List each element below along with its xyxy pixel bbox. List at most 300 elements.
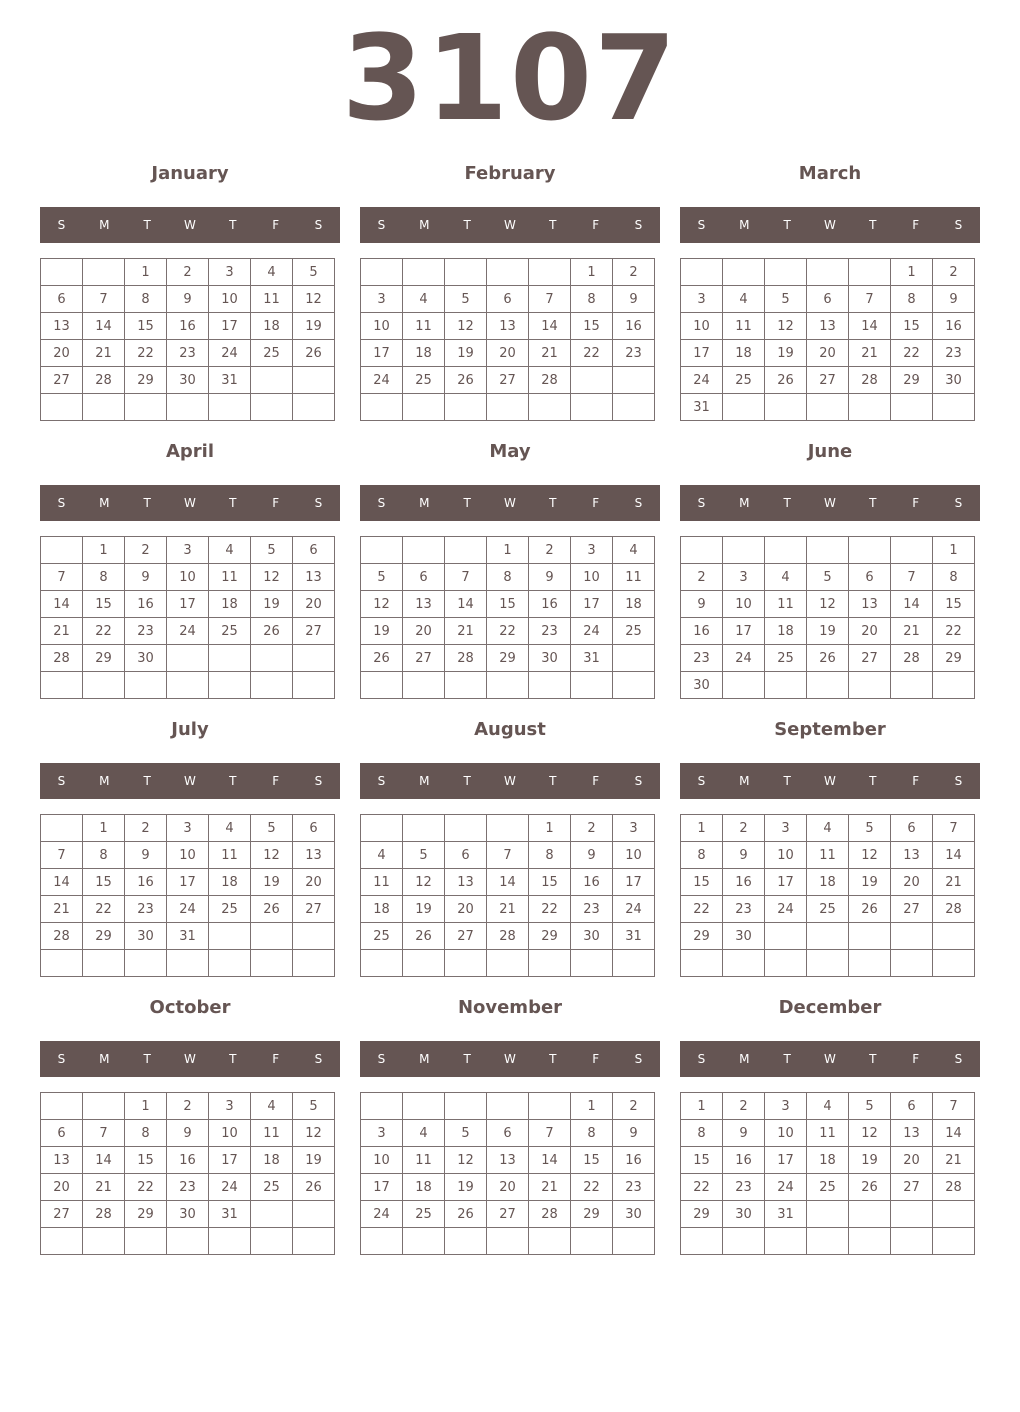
day-cell	[613, 645, 655, 672]
week-row	[361, 1120, 655, 1147]
day-cell: 16	[723, 869, 765, 896]
day-cell: 26	[251, 896, 293, 923]
day-cell: 15	[83, 591, 125, 618]
day-cell: 13	[807, 313, 849, 340]
day-cell: 10	[209, 1120, 251, 1147]
day-cell: 21	[891, 618, 933, 645]
day-cell: 12	[849, 842, 891, 869]
weekday-label: S	[377, 1052, 386, 1066]
day-cell	[849, 537, 891, 564]
day-cell: 17	[167, 869, 209, 896]
day-cell: 16	[125, 591, 167, 618]
day-cell: 28	[487, 923, 529, 950]
week-row	[361, 1093, 655, 1120]
day-cell: 24	[167, 896, 209, 923]
month-name: January	[151, 163, 229, 184]
weekday-label: F	[272, 774, 280, 788]
day-cell: 31	[209, 1201, 251, 1228]
day-cell: 28	[933, 896, 975, 923]
day-cell	[209, 1228, 251, 1255]
weekday-label: S	[57, 1052, 66, 1066]
weekday-label: T	[869, 218, 877, 232]
day-cell: 27	[403, 645, 445, 672]
week-row	[681, 1201, 975, 1228]
week-row	[41, 259, 335, 286]
day-cell: 29	[681, 923, 723, 950]
day-cell	[681, 537, 723, 564]
day-cell: 11	[209, 842, 251, 869]
weekday-label: T	[869, 774, 877, 788]
day-cell: 7	[933, 1093, 975, 1120]
day-cell	[765, 672, 807, 699]
day-cell: 16	[167, 313, 209, 340]
day-cell: 17	[765, 869, 807, 896]
weekday-label: T	[783, 496, 791, 510]
day-cell: 2	[933, 259, 975, 286]
weekday-label: S	[377, 496, 386, 510]
weekday-label: S	[377, 774, 386, 788]
week-row	[41, 950, 335, 977]
day-cell: 30	[167, 1201, 209, 1228]
day-cell: 28	[529, 1201, 571, 1228]
week-row	[41, 1147, 335, 1174]
day-cell: 7	[529, 1120, 571, 1147]
day-cell: 16	[681, 618, 723, 645]
day-cell: 8	[891, 286, 933, 313]
weekday-label: S	[697, 496, 706, 510]
day-cell	[41, 950, 83, 977]
day-cell: 22	[487, 618, 529, 645]
weekday-label: F	[912, 496, 920, 510]
day-cell: 9	[613, 1120, 655, 1147]
day-cell: 24	[361, 367, 403, 394]
day-cell: 27	[41, 1201, 83, 1228]
week-row	[41, 537, 335, 564]
weekday-label: W	[824, 218, 836, 232]
weekday-label: S	[57, 218, 66, 232]
day-cell	[251, 1201, 293, 1228]
day-cell: 23	[529, 618, 571, 645]
day-cell: 5	[251, 815, 293, 842]
day-grid	[40, 1092, 335, 1255]
week-row	[41, 1093, 335, 1120]
day-cell: 17	[765, 1147, 807, 1174]
day-cell: 4	[403, 1120, 445, 1147]
day-grid	[40, 258, 335, 421]
day-cell	[487, 1228, 529, 1255]
day-cell: 31	[167, 923, 209, 950]
day-cell: 28	[41, 923, 83, 950]
week-row	[41, 313, 335, 340]
day-cell: 28	[933, 1174, 975, 1201]
week-row	[361, 340, 655, 367]
day-cell: 30	[723, 923, 765, 950]
day-cell: 24	[361, 1201, 403, 1228]
weekday-label: W	[184, 496, 196, 510]
day-cell: 6	[891, 815, 933, 842]
week-row	[681, 1093, 975, 1120]
day-cell: 14	[487, 869, 529, 896]
day-cell: 15	[681, 869, 723, 896]
day-cell: 5	[849, 1093, 891, 1120]
day-cell	[403, 1228, 445, 1255]
day-cell: 9	[681, 591, 723, 618]
week-row	[361, 1147, 655, 1174]
day-cell: 20	[891, 869, 933, 896]
day-cell: 16	[613, 313, 655, 340]
month-name: September	[774, 719, 886, 740]
day-cell	[613, 672, 655, 699]
day-cell: 12	[765, 313, 807, 340]
day-cell	[933, 950, 975, 977]
day-cell: 5	[251, 537, 293, 564]
weekday-label: T	[783, 774, 791, 788]
week-row	[681, 1174, 975, 1201]
day-cell	[403, 1093, 445, 1120]
day-cell: 30	[125, 645, 167, 672]
day-cell: 3	[209, 259, 251, 286]
week-row	[41, 286, 335, 313]
day-cell: 18	[361, 896, 403, 923]
day-cell	[251, 367, 293, 394]
weekday-label: S	[697, 1052, 706, 1066]
day-cell: 24	[613, 896, 655, 923]
week-row	[41, 672, 335, 699]
weekday-label: W	[504, 218, 516, 232]
day-cell: 23	[125, 618, 167, 645]
day-cell	[933, 1201, 975, 1228]
day-cell: 27	[293, 618, 335, 645]
week-row	[41, 815, 335, 842]
day-cell: 28	[83, 367, 125, 394]
day-cell: 17	[209, 1147, 251, 1174]
weekday-label: W	[824, 496, 836, 510]
weekday-label: S	[954, 496, 963, 510]
day-cell: 15	[891, 313, 933, 340]
day-cell: 6	[891, 1093, 933, 1120]
weekday-header	[680, 1041, 980, 1077]
weekday-label: F	[592, 496, 600, 510]
day-cell: 11	[613, 564, 655, 591]
weekday-label: T	[229, 218, 237, 232]
day-cell	[83, 1228, 125, 1255]
day-cell	[723, 1228, 765, 1255]
day-cell: 22	[571, 1174, 613, 1201]
weekday-label: F	[592, 218, 600, 232]
day-grid	[680, 258, 975, 421]
day-cell: 28	[83, 1201, 125, 1228]
day-cell	[681, 259, 723, 286]
day-cell: 26	[807, 645, 849, 672]
day-cell: 4	[209, 537, 251, 564]
weekday-label: S	[314, 1052, 323, 1066]
day-cell: 10	[613, 842, 655, 869]
day-grid	[40, 814, 335, 977]
day-cell: 16	[167, 1147, 209, 1174]
day-cell: 6	[487, 286, 529, 313]
week-row	[681, 1120, 975, 1147]
day-cell	[445, 950, 487, 977]
day-cell: 3	[167, 537, 209, 564]
day-cell: 15	[487, 591, 529, 618]
weekday-header	[360, 1041, 660, 1077]
weekday-label: T	[463, 218, 471, 232]
day-cell	[529, 1093, 571, 1120]
week-row	[681, 286, 975, 313]
month-name: May	[489, 441, 531, 462]
day-grid	[680, 536, 975, 699]
day-cell: 1	[681, 815, 723, 842]
day-cell: 19	[251, 869, 293, 896]
day-cell	[41, 537, 83, 564]
day-cell: 26	[361, 645, 403, 672]
day-cell: 15	[83, 869, 125, 896]
day-cell	[41, 672, 83, 699]
weekday-header	[680, 207, 980, 243]
day-cell: 16	[933, 313, 975, 340]
day-cell: 25	[251, 1174, 293, 1201]
day-cell: 18	[403, 1174, 445, 1201]
week-row	[41, 1120, 335, 1147]
day-cell	[571, 950, 613, 977]
day-cell: 14	[41, 591, 83, 618]
week-row	[41, 1228, 335, 1255]
week-row	[681, 618, 975, 645]
day-cell	[209, 394, 251, 421]
week-row	[41, 591, 335, 618]
day-cell: 23	[125, 896, 167, 923]
day-cell: 20	[487, 1174, 529, 1201]
day-cell	[807, 672, 849, 699]
day-cell	[723, 537, 765, 564]
day-cell: 24	[209, 1174, 251, 1201]
week-row	[681, 564, 975, 591]
week-row	[361, 313, 655, 340]
weekday-label: T	[229, 1052, 237, 1066]
day-cell	[529, 1228, 571, 1255]
day-cell: 25	[361, 923, 403, 950]
day-cell: 13	[403, 591, 445, 618]
day-cell: 14	[83, 313, 125, 340]
day-cell	[167, 645, 209, 672]
day-cell: 4	[251, 1093, 293, 1120]
day-cell	[293, 1228, 335, 1255]
weekday-label: S	[57, 496, 66, 510]
month-name: December	[778, 997, 882, 1018]
day-cell: 4	[613, 537, 655, 564]
day-cell: 3	[613, 815, 655, 842]
day-cell	[445, 537, 487, 564]
day-cell: 22	[83, 618, 125, 645]
day-grid	[360, 258, 655, 421]
day-cell	[487, 1093, 529, 1120]
weekday-label: S	[954, 1052, 963, 1066]
day-cell: 10	[765, 842, 807, 869]
week-row	[361, 1228, 655, 1255]
day-cell	[83, 394, 125, 421]
weekday-label: W	[824, 774, 836, 788]
day-cell: 25	[807, 1174, 849, 1201]
day-cell: 11	[723, 313, 765, 340]
day-cell: 8	[529, 842, 571, 869]
day-cell: 31	[209, 367, 251, 394]
day-cell	[571, 1228, 613, 1255]
day-cell	[681, 1228, 723, 1255]
day-cell: 30	[571, 923, 613, 950]
day-cell: 4	[209, 815, 251, 842]
day-cell: 28	[41, 645, 83, 672]
day-cell: 4	[765, 564, 807, 591]
weekday-header	[40, 207, 340, 243]
day-cell: 22	[83, 896, 125, 923]
day-cell: 29	[83, 645, 125, 672]
day-cell: 29	[83, 923, 125, 950]
day-cell: 8	[125, 286, 167, 313]
day-cell	[723, 672, 765, 699]
weekday-label: S	[954, 218, 963, 232]
weekday-label: W	[504, 774, 516, 788]
day-cell	[765, 394, 807, 421]
day-cell	[529, 394, 571, 421]
month-name: October	[149, 997, 231, 1018]
day-cell: 27	[41, 367, 83, 394]
day-cell	[849, 394, 891, 421]
day-cell	[41, 394, 83, 421]
weekday-label: T	[869, 496, 877, 510]
day-cell	[251, 645, 293, 672]
day-cell: 22	[933, 618, 975, 645]
weekday-label: S	[57, 774, 66, 788]
day-cell: 13	[891, 1120, 933, 1147]
day-cell: 17	[361, 340, 403, 367]
day-cell: 20	[293, 869, 335, 896]
day-cell: 27	[849, 645, 891, 672]
day-cell: 4	[361, 842, 403, 869]
day-cell: 27	[487, 1201, 529, 1228]
day-cell: 26	[293, 340, 335, 367]
day-cell	[849, 1228, 891, 1255]
day-cell: 9	[613, 286, 655, 313]
day-cell: 30	[723, 1201, 765, 1228]
day-cell: 9	[125, 842, 167, 869]
day-cell: 11	[251, 1120, 293, 1147]
day-cell	[445, 1093, 487, 1120]
day-cell: 24	[765, 896, 807, 923]
weekday-label: T	[143, 1052, 151, 1066]
day-cell: 17	[613, 869, 655, 896]
day-cell	[361, 950, 403, 977]
day-cell: 6	[487, 1120, 529, 1147]
day-cell: 19	[361, 618, 403, 645]
day-cell: 30	[933, 367, 975, 394]
day-cell: 2	[167, 259, 209, 286]
day-cell: 1	[571, 1093, 613, 1120]
day-cell: 14	[445, 591, 487, 618]
day-cell	[403, 259, 445, 286]
day-cell	[529, 950, 571, 977]
day-cell: 27	[487, 367, 529, 394]
day-cell	[445, 815, 487, 842]
day-cell	[571, 367, 613, 394]
day-cell: 5	[765, 286, 807, 313]
day-cell: 7	[41, 842, 83, 869]
day-cell	[487, 815, 529, 842]
day-cell: 30	[529, 645, 571, 672]
day-cell: 8	[83, 564, 125, 591]
week-row	[41, 340, 335, 367]
day-cell: 21	[83, 1174, 125, 1201]
day-cell: 20	[891, 1147, 933, 1174]
day-cell: 11	[251, 286, 293, 313]
day-cell	[765, 950, 807, 977]
day-cell: 24	[681, 367, 723, 394]
day-cell: 12	[293, 1120, 335, 1147]
day-cell: 20	[41, 340, 83, 367]
day-cell: 1	[487, 537, 529, 564]
day-cell	[891, 672, 933, 699]
day-cell: 13	[487, 1147, 529, 1174]
weekday-header	[40, 763, 340, 799]
week-row	[41, 842, 335, 869]
day-cell: 31	[681, 394, 723, 421]
day-cell	[445, 259, 487, 286]
day-cell	[613, 367, 655, 394]
day-cell	[293, 950, 335, 977]
day-cell	[361, 672, 403, 699]
day-cell: 5	[849, 815, 891, 842]
day-cell: 7	[529, 286, 571, 313]
day-cell: 21	[933, 869, 975, 896]
day-cell: 6	[293, 537, 335, 564]
weekday-label: T	[783, 218, 791, 232]
day-cell: 21	[487, 896, 529, 923]
day-cell: 31	[765, 1201, 807, 1228]
day-cell: 14	[891, 591, 933, 618]
weekday-label: W	[184, 1052, 196, 1066]
day-cell: 9	[933, 286, 975, 313]
weekday-label: S	[697, 218, 706, 232]
weekday-label: F	[592, 1052, 600, 1066]
day-cell: 12	[361, 591, 403, 618]
day-cell: 1	[529, 815, 571, 842]
day-cell: 8	[125, 1120, 167, 1147]
day-cell: 19	[251, 591, 293, 618]
day-cell	[41, 815, 83, 842]
day-cell: 15	[529, 869, 571, 896]
day-cell: 19	[293, 1147, 335, 1174]
day-cell	[807, 950, 849, 977]
day-cell: 31	[571, 645, 613, 672]
weekday-label: S	[377, 218, 386, 232]
day-cell: 17	[681, 340, 723, 367]
week-row	[41, 367, 335, 394]
day-cell	[209, 645, 251, 672]
day-cell: 5	[293, 1093, 335, 1120]
day-cell: 22	[571, 340, 613, 367]
day-cell	[849, 923, 891, 950]
day-cell: 28	[445, 645, 487, 672]
day-cell: 27	[807, 367, 849, 394]
day-cell: 2	[571, 815, 613, 842]
week-row	[681, 645, 975, 672]
week-row	[361, 645, 655, 672]
day-cell: 6	[41, 286, 83, 313]
day-cell: 6	[445, 842, 487, 869]
weekday-label: S	[697, 774, 706, 788]
day-grid	[360, 536, 655, 699]
day-cell: 8	[487, 564, 529, 591]
weekday-label: T	[143, 774, 151, 788]
